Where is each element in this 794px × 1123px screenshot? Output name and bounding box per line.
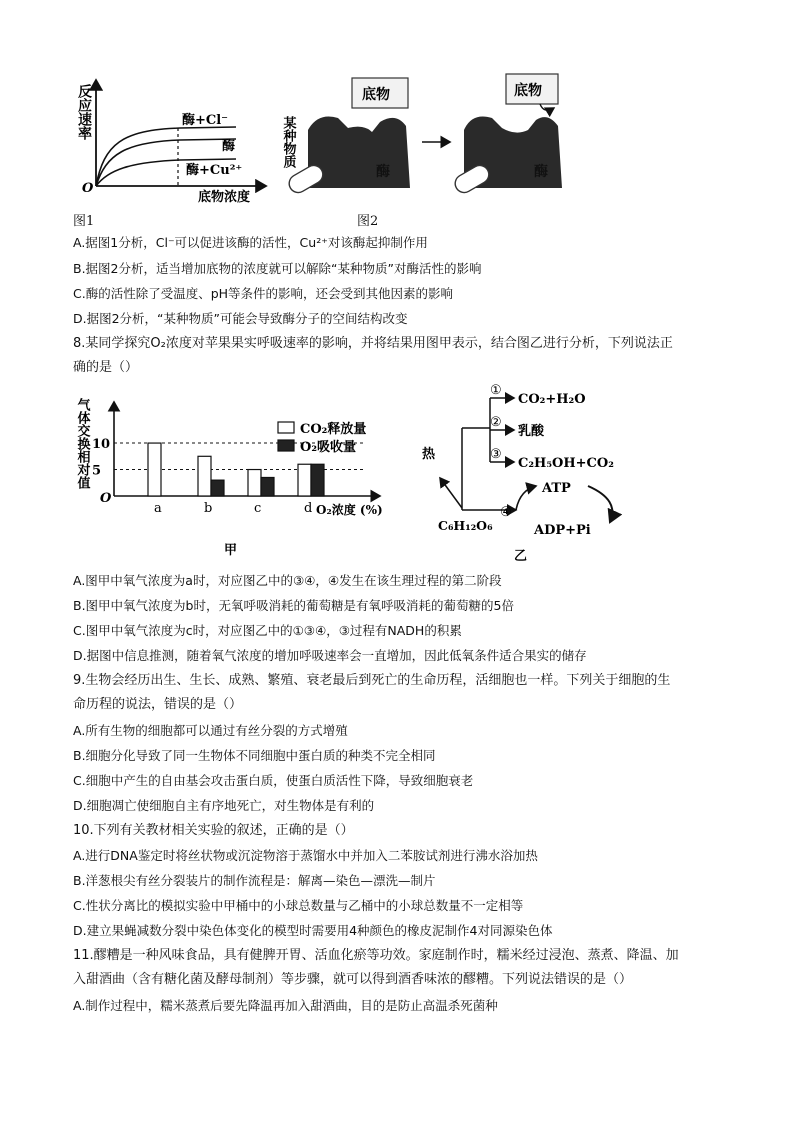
curve-label-enzyme-cl: 酶+Cl⁻ <box>182 113 229 128</box>
heat-label: 热 <box>422 447 436 462</box>
q9-option-d: D.细胞凋亡使细胞自主有序地死亡，对生物体是有利的 <box>73 798 375 813</box>
q7-option-b: B.据图2分析，适当增加底物的浓度就可以解除“某种物质”对酶活性的影响 <box>73 261 482 276</box>
substrate-label-right: 底物 <box>514 83 542 99</box>
y-tick-label: 10 <box>92 437 111 453</box>
legend-swatch-o2 <box>278 440 294 451</box>
bar-o2-b <box>211 480 224 496</box>
figure-yi-respiration-diagram <box>410 382 650 562</box>
chart-y-label: 气体交换相对值 <box>74 398 90 489</box>
bar-o2-c <box>261 477 274 496</box>
glucose-label: C₆H₁₂O₆ <box>438 518 493 533</box>
q10-option-a: A.进行DNA鉴定时将丝状物或沉淀物溶于蒸馏水中并加入二苯胺试剂进行沸水浴加热 <box>73 848 538 863</box>
y-tick-label: 5 <box>92 463 102 479</box>
bar-o2-d <box>311 464 324 496</box>
chart-x-label: O₂浓度 (%) <box>316 503 383 517</box>
q10-option-c: C.性状分离比的模拟实验中甲桶中的小球总数量与乙桶中的小球总数量不一定相等 <box>73 898 524 913</box>
legend-swatch-co2 <box>278 422 294 433</box>
path-1-product: CO₂+H₂O <box>518 392 586 407</box>
enzyme-left <box>308 117 410 189</box>
q9-option-c: C.细胞中产生的自由基会攻击蛋白质，使蛋白质活性下降，导致细胞衰老 <box>73 773 474 788</box>
bar-co2-c <box>248 470 261 496</box>
atp-arrow <box>516 486 536 510</box>
figure1-origin: O <box>82 181 94 196</box>
path-2-num: ② <box>490 415 502 430</box>
enzyme-label-left: 酶 <box>376 164 390 180</box>
path-3-product: C₂H₅OH+CO₂ <box>518 456 614 471</box>
q8-option-a: A.图甲中氧气浓度为a时，对应图乙中的③④，④发生在该生理过程的第二阶段 <box>73 573 502 588</box>
figure-yi-caption: 乙 <box>514 549 528 562</box>
q8-option-d: D.据图中信息推测，随着氧气浓度的增加呼吸速率会一直增加，因此低氧条件适合果实的储存 <box>73 648 587 663</box>
path-4-num: ④ <box>500 505 512 520</box>
figure-2-diagram <box>278 72 598 204</box>
x-tick-label: b <box>204 501 213 516</box>
x-tick-label: a <box>154 501 162 516</box>
q11-stem-line2: 入甜酒曲（含有糖化菌及酵母制剂）等步骤，就可以得到酒香味浓的醪糟。下列说法错误的是（） <box>73 972 633 987</box>
enzyme-label-right: 酶 <box>534 164 548 180</box>
q9-option-b: B.细胞分化导致了同一生物体不同细胞中蛋白质的种类不完全相同 <box>73 748 436 763</box>
q7-option-a: A.据图1分析，Cl⁻可以促进该酶的活性，Cu²⁺对该酶起抑制作用 <box>73 235 428 250</box>
heat-arrow <box>440 478 462 508</box>
substance-label: 某种物质 <box>280 116 296 168</box>
q9-option-a: A.所有生物的细胞都可以通过有丝分裂的方式增殖 <box>73 723 348 738</box>
figure1-y-label: 反应速率 <box>76 84 92 140</box>
curve-label-enzyme: 酶 <box>222 139 236 154</box>
substrate-curl-arrow <box>540 104 554 110</box>
bar-co2-b <box>198 456 211 496</box>
atp-label: ATP <box>542 481 571 496</box>
legend-label-co2: CO₂释放量 <box>300 422 367 437</box>
bar-co2-a <box>148 443 161 496</box>
figure2-caption: 图2 <box>357 214 379 229</box>
figure-1-graph <box>70 74 280 204</box>
q8-stem-line2: 确的是（） <box>73 360 139 375</box>
path-3-num: ③ <box>490 447 502 462</box>
q11-stem-line1: 11.醪糟是一种风味食品，具有健脾开胃、活血化瘀等功效。家庭制作时，糯米经过浸泡、蒸煮、降温、加 <box>73 948 679 963</box>
legend-label-o2: O₂吸收量 <box>300 440 357 455</box>
figure1-x-label: 底物浓度 <box>198 190 251 204</box>
adp-label: ADP+Pi <box>534 523 591 538</box>
substrate-label-left: 底物 <box>362 87 390 103</box>
figure1-caption: 图1 <box>73 214 95 229</box>
curve-label-enzyme-cu: 酶+Cu²⁺ <box>186 163 243 178</box>
q10-stem: 10.下列有关教材相关实验的叙述，正确的是（） <box>73 823 354 838</box>
chart-origin: O <box>100 491 112 506</box>
q9-stem-line1: 9.生物会经历出生、生长、成熟、繁殖、衰老最后到死亡的生命历程，活细胞也一样。下列关于细胞的生 <box>73 673 671 688</box>
x-tick-label: d <box>304 501 313 516</box>
figure-jia-bar-chart <box>70 392 400 562</box>
x-tick-label: c <box>254 501 262 516</box>
q9-stem-line2: 命历程的说法，错误的是（） <box>73 697 243 712</box>
q11-option-a: A.制作过程中，糯米蒸煮后要先降温再加入甜酒曲，目的是防止高温杀死菌种 <box>73 998 498 1013</box>
chart-caption: 甲 <box>224 543 238 558</box>
atp-cycle-arrow <box>588 486 612 522</box>
q7-option-c: C.酶的活性除了受温度、pH等条件的影响，还会受到其他因素的影响 <box>73 286 454 301</box>
q7-option-d: D.据图2分析，“某种物质”可能会导致酶分子的空间结构改变 <box>73 311 408 326</box>
path-1-num: ① <box>490 383 502 398</box>
q8-option-c: C.图甲中氧气浓度为c时，对应图乙中的①③④，③过程有NADH的积累 <box>73 623 462 638</box>
q10-option-d: D.建立果蝇减数分裂中染色体变化的模型时需要用4种颜色的橡皮泥制作4对同源染色体 <box>73 923 553 938</box>
q10-option-b: B.洋葱根尖有丝分裂装片的制作流程是：解离—染色—漂洗—制片 <box>73 873 436 888</box>
bar-co2-d <box>298 464 311 496</box>
q8-option-b: B.图甲中氧气浓度为b时，无氧呼吸消耗的葡萄糖是有氧呼吸消耗的葡萄糖的5倍 <box>73 598 514 613</box>
q8-stem-line1: 8.某同学探究O₂浓度对苹果果实呼吸速率的影响，并将结果用图甲表示，结合图乙进行分析，下列说法正 <box>73 336 673 351</box>
path-2-product: 乳酸 <box>518 424 545 439</box>
